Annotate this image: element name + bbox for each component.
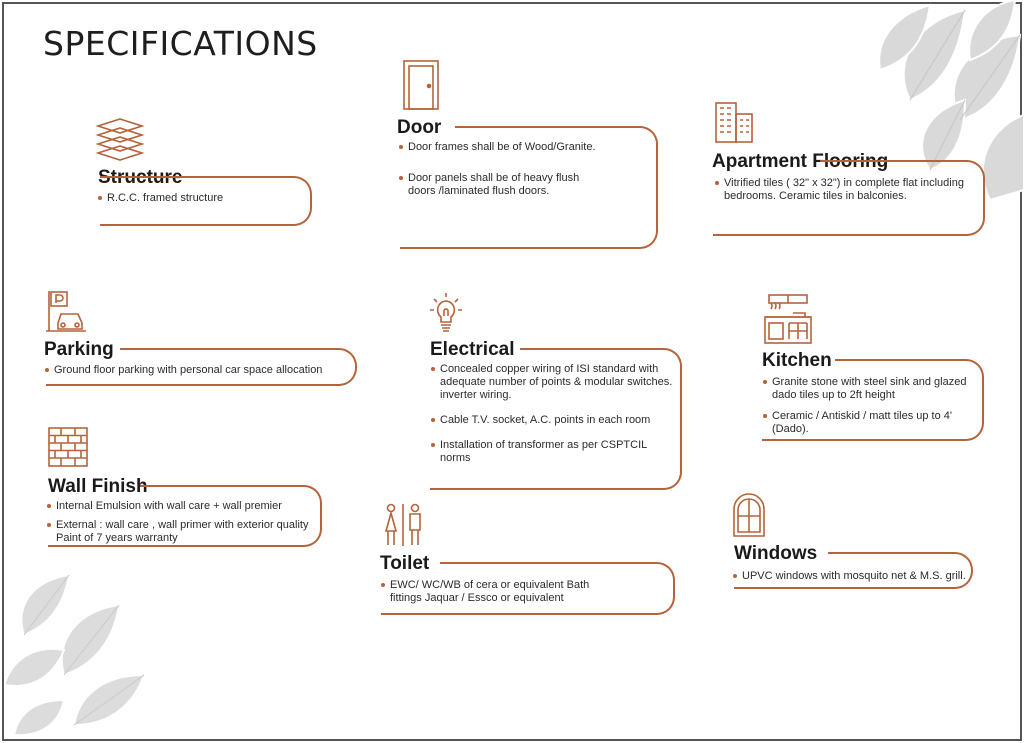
kitchen-bracket-base bbox=[762, 439, 840, 441]
windows-bracket-base bbox=[734, 587, 834, 589]
electrical-bracket-base bbox=[430, 488, 525, 490]
list-item: Cable T.V. socket, A.C. points in each room bbox=[430, 414, 682, 427]
list-item: Ground floor parking with personal car space allocation bbox=[44, 364, 344, 377]
list-item: Concealed copper wiring of ISI standard with adequate number of points & modular switches. inverter wiring. bbox=[430, 363, 682, 402]
wall-finish-heading: Wall Finish bbox=[48, 476, 148, 497]
flooring-heading: Apartment Flooring bbox=[712, 151, 889, 172]
door-bracket-base bbox=[400, 247, 460, 249]
flooring-list bbox=[714, 177, 976, 203]
electrical-heading: Electrical bbox=[430, 339, 515, 360]
door-list bbox=[398, 141, 618, 198]
lightbulb-icon bbox=[428, 291, 464, 335]
parking-heading: Parking bbox=[44, 339, 114, 360]
toilet-people-icon bbox=[380, 502, 426, 548]
flooring-bracket-base bbox=[713, 234, 823, 236]
kitchen-heading: Kitchen bbox=[762, 350, 832, 371]
wall-finish-bracket-base bbox=[48, 545, 143, 547]
toilet-list bbox=[380, 579, 610, 605]
list-item: Vitrified tiles ( 32" x 32") in complete flat including bedrooms. Ceramic tiles in balconies. bbox=[714, 177, 976, 203]
wall-finish-list bbox=[46, 500, 326, 545]
window-icon bbox=[732, 492, 766, 538]
list-item: Installation of transformer as per CSPTCIL norms bbox=[430, 439, 655, 465]
windows-list bbox=[732, 570, 977, 583]
door-heading: Door bbox=[397, 117, 442, 138]
structure-list bbox=[97, 192, 297, 205]
parking-car-icon bbox=[44, 289, 88, 333]
parking-bracket-base bbox=[46, 384, 126, 386]
list-item: Internal Emulsion with wall care + wall premier bbox=[46, 500, 326, 513]
electrical-list bbox=[430, 363, 682, 465]
toilet-heading: Toilet bbox=[380, 553, 430, 574]
list-item: EWC/ WC/WB of cera or equivalent Bath fittings Jaquar / Essco or equivalent bbox=[380, 579, 610, 605]
list-item: External : wall care , wall primer with exterior quality Paint of 7 years warranty bbox=[46, 519, 321, 545]
decorative-leaves-bottom-left bbox=[4, 575, 154, 740]
list-item: Door panels shall be of heavy flush doors /laminated flush doors. bbox=[398, 172, 588, 198]
structure-heading: Structure bbox=[98, 167, 183, 188]
brick-wall-icon bbox=[47, 426, 89, 468]
door-icon bbox=[402, 59, 440, 111]
list-item: R.C.C. framed structure bbox=[97, 192, 297, 205]
list-item: Door frames shall be of Wood/Granite. bbox=[398, 141, 618, 154]
layers-icon bbox=[95, 117, 145, 163]
kitchen-list bbox=[762, 376, 977, 436]
list-item: UPVC windows with mosquito net & M.S. grill. bbox=[732, 570, 977, 583]
toilet-bracket-base bbox=[381, 613, 445, 615]
parking-list bbox=[44, 364, 344, 377]
kitchen-icon bbox=[763, 293, 813, 345]
list-item: Ceramic / Antiskid / matt tiles up to 4' (Dado). bbox=[762, 410, 972, 436]
windows-heading: Windows bbox=[734, 543, 818, 564]
list-item: Granite stone with steel sink and glazed dado tiles up to 2ft height bbox=[762, 376, 977, 402]
page-title: SPECIFICATIONS bbox=[43, 24, 318, 63]
buildings-icon bbox=[713, 100, 755, 144]
